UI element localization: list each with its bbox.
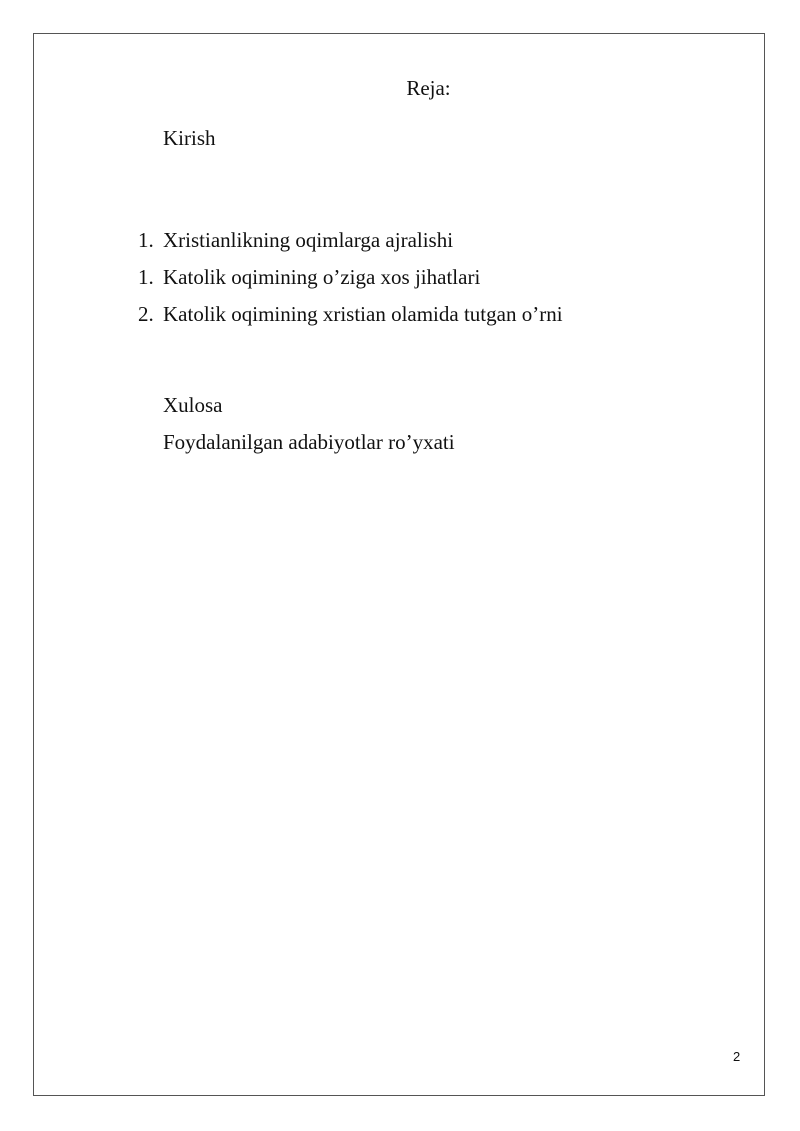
conclusion-item: Xulosa: [163, 393, 223, 417]
list-item-number: 1.: [138, 265, 154, 289]
page-title: Reja:: [406, 76, 451, 100]
list-item-text: Katolik oqimining xristian olamida tutgan o’rni: [163, 302, 563, 326]
page-number: 2: [733, 1049, 741, 1064]
list-item-number: 2.: [138, 302, 154, 326]
intro-item: Kirish: [163, 126, 216, 150]
list-item-text: Katolik oqimining o’ziga xos jihatlari: [163, 265, 481, 289]
list-item-text: Xristianlikning oqimlarga ajralishi: [163, 228, 454, 252]
list-item-number: 1.: [138, 228, 154, 252]
references-item: Foydalanilgan adabiyotlar ro’yxati: [163, 430, 455, 454]
page-frame: [33, 33, 765, 1096]
